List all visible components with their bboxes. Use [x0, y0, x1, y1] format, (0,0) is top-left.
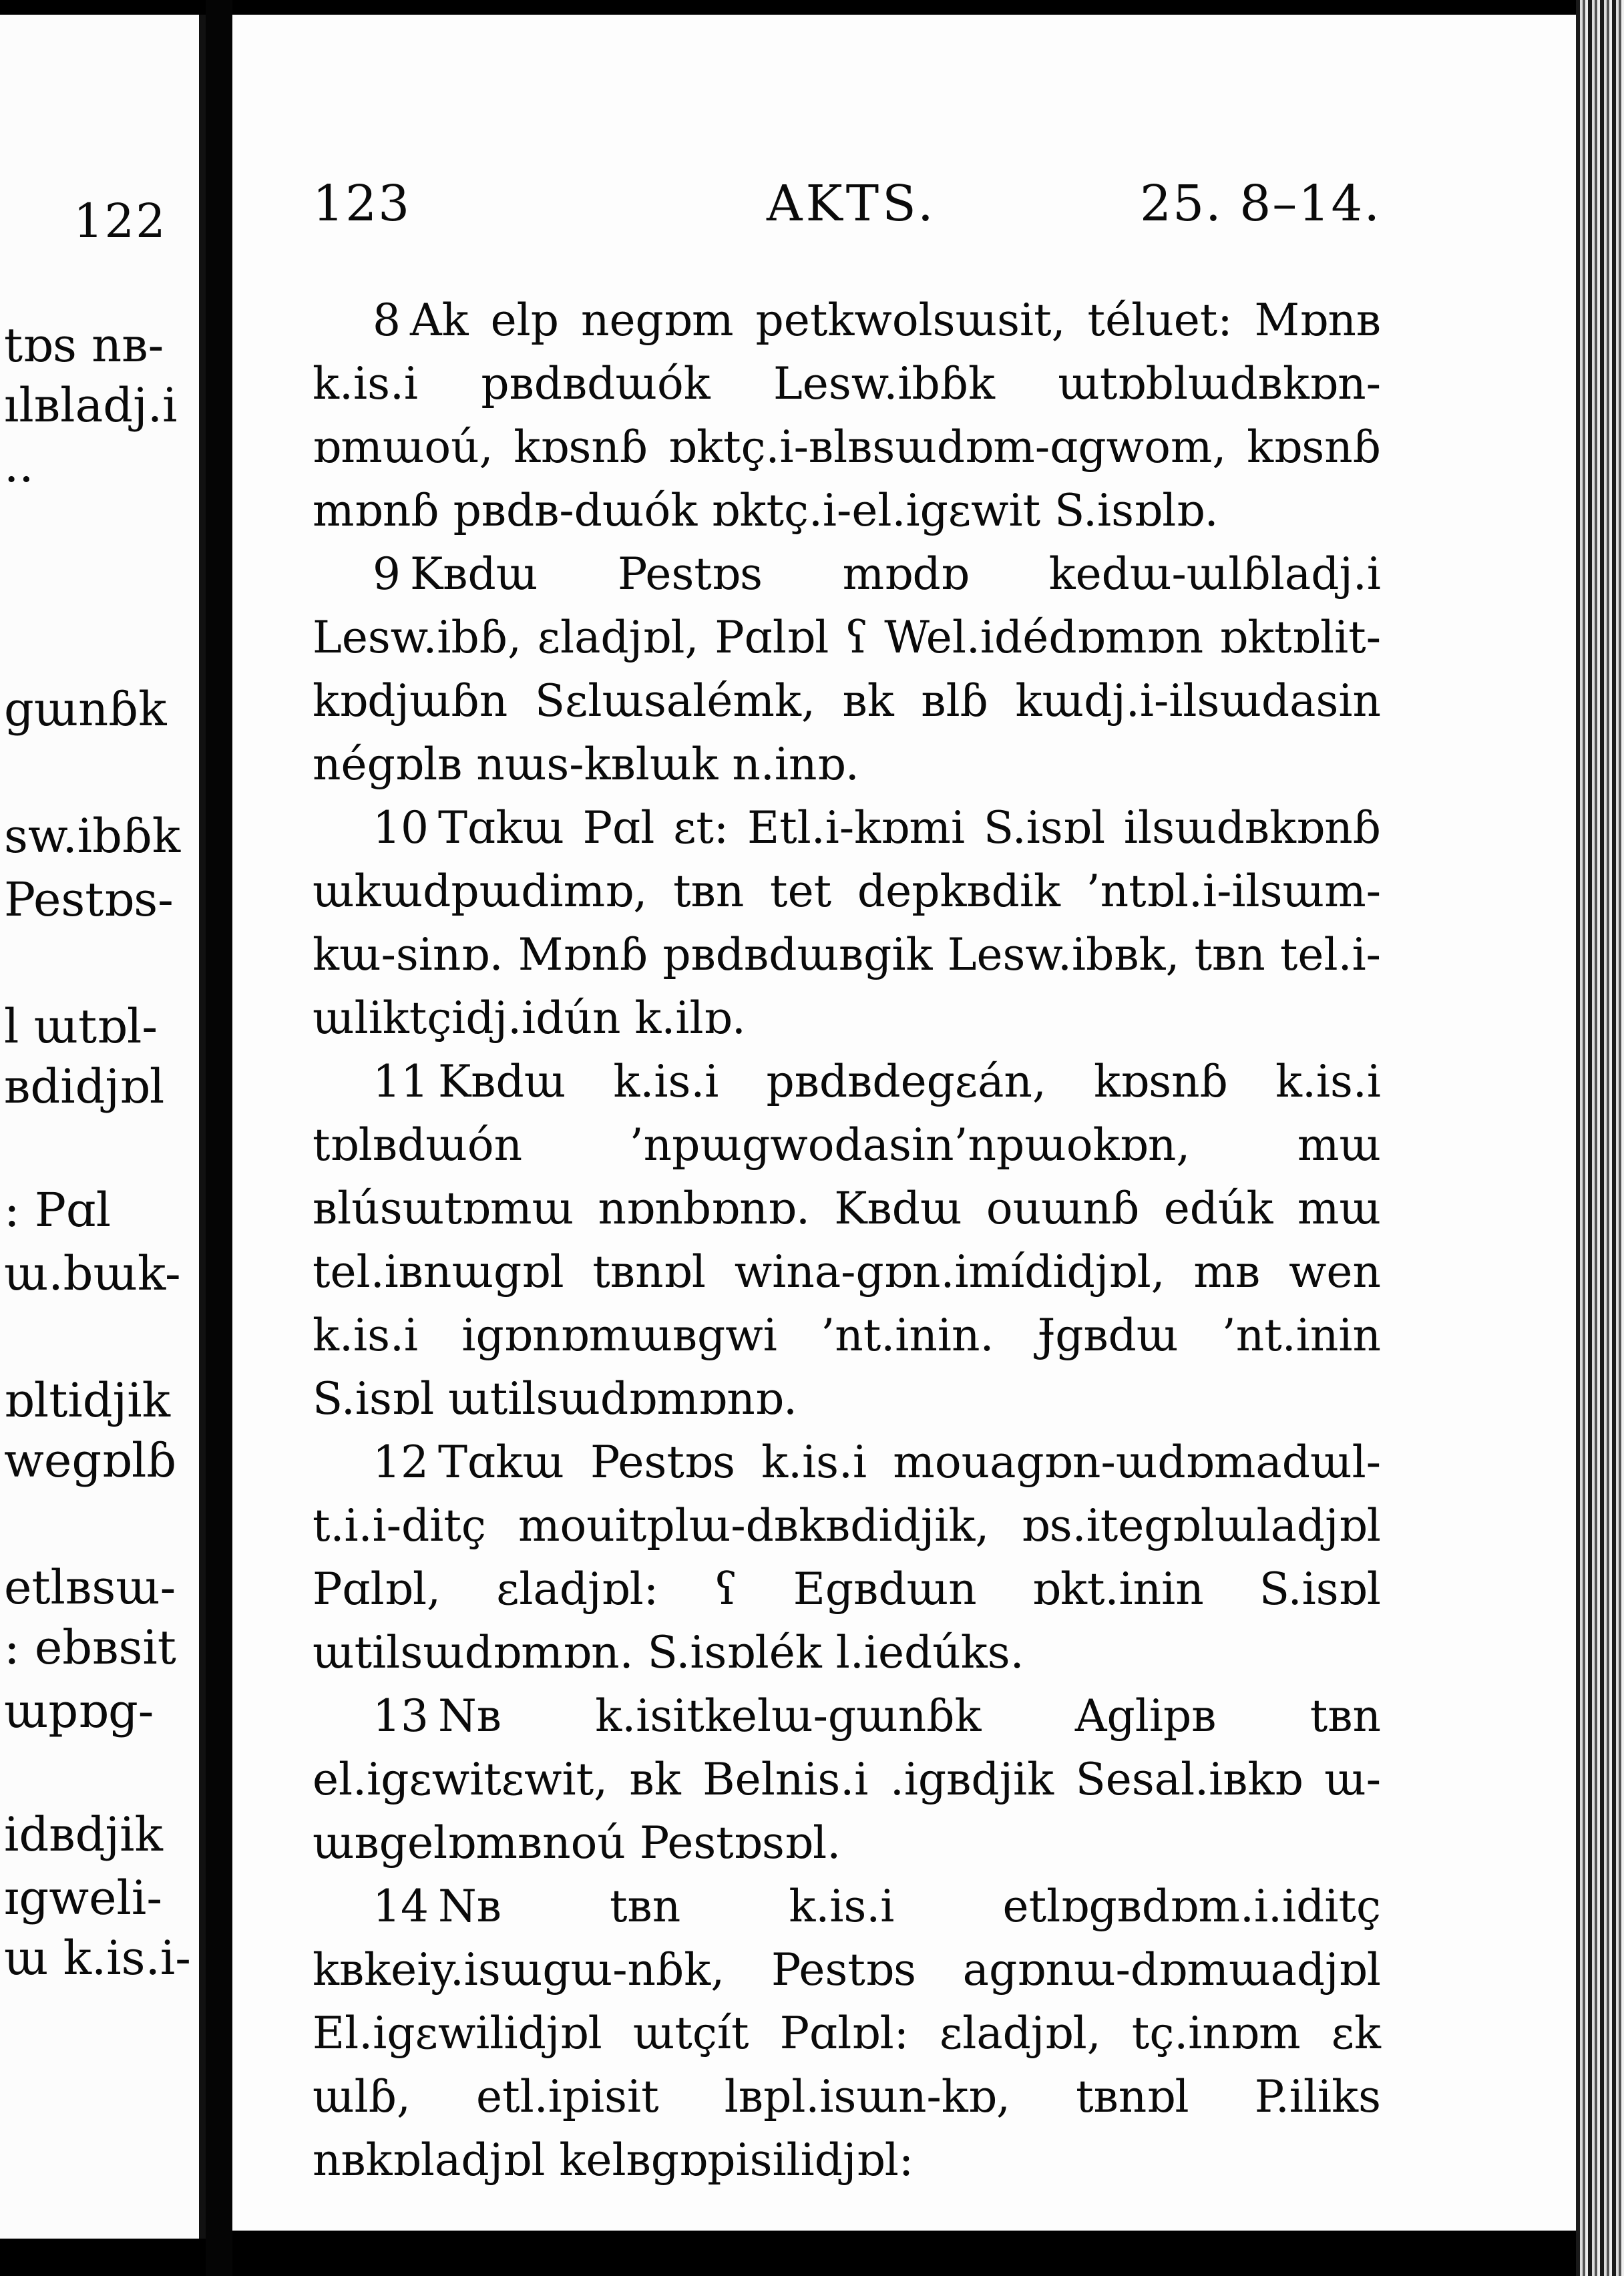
previous-page-fragment: idʙdjik — [4, 1807, 163, 1862]
previous-page — [0, 15, 206, 2239]
verse-number: 13 — [373, 1690, 429, 1742]
verse-number: 8 — [373, 295, 401, 346]
page-number: 123 — [313, 175, 411, 232]
previous-page-number: 122 — [73, 194, 167, 248]
verse-text: Kʙdɯ Pestɒs mɒdɒ kedɯ-ɯlɓladj.i Lesw.ibɓ, ɛladjɒl, Pɑlɒl ʕ Wel.idédɒmɒn ɒktɒlit-kɒdjɯɓn Sɛlɯsalémk, ʙk ʙlɓ kɯdj.i-ilsɯdasin négɒlʙ nɯs-kʙlɯk n.inɒ. — [313, 548, 1381, 790]
verse-number: 14 — [373, 1881, 429, 1932]
verse-text: Nʙ tʙn k.is.i etlɒgʙdɒm.i.iditç kʙkeiy.isɯgɯ-nɓk, Pestɒs agɒnɯ-dɒmɯadjɒl El.igɛwilidjɒl ɯtçít Pɑlɒl: ɛladjɒl, tç.inɒm ɛk ɯlɓ, etl.ipisit lʙpl.isɯn-kɒ, tʙnɒl P.iliks nʙkɒladjɒl kelʙgɒpisilidjɒl: — [313, 1881, 1381, 2186]
previous-page-fragment: : ebʙsit — [4, 1620, 176, 1675]
verse-text: Nʙ k.isitkelɯ-gɯnɓk Aglipʙ tʙn el.igɛwitɛwit, ʙk Belnis.i .igʙdjik Sesal.iʙkɒ ɯ-ɯʙgelɒmʙnoú Pestɒsɒl. — [313, 1690, 1381, 1869]
previous-page-fragment: ɪgweli- — [4, 1871, 162, 1925]
verse — [313, 1875, 1381, 2192]
book-gutter — [206, 0, 232, 2276]
previous-page-fragment: etlʙsɯ- — [4, 1560, 176, 1615]
verse-number: 9 — [373, 548, 401, 600]
previous-page-fragment: gɯnɓk — [4, 682, 167, 737]
previous-page-fragment: ɯ k.is.i- — [4, 1931, 191, 1985]
verse — [313, 1431, 1381, 1684]
previous-page-fragment: .. — [4, 438, 34, 493]
previous-page-fragment: ʙdidjɒl — [4, 1059, 165, 1114]
book-title: AKTS. — [767, 175, 937, 232]
previous-page-fragment: l ɯtɒl- — [4, 999, 158, 1054]
previous-page-fragment: : Pɑl — [4, 1183, 112, 1238]
verse-text: Tɑkɯ Pɑl ɛt: Etl.i-kɒmi S.isɒl ilsɯdʙkɒnɓ ɯkɯdpɯdimɒ, tʙn tet depkʙdik ’ntɒl.i-ilsɯm-kɯ-sinɒ. Mɒnɓ pʙdʙdɯʙgik Lesw.ibʙk, tʙn tel.i-ɯliktçidj.idún k.ilɒ. — [313, 802, 1381, 1044]
previous-page-fragment: wegɒlɓ — [4, 1433, 177, 1488]
verse — [313, 796, 1381, 1050]
page-edges — [1576, 0, 1624, 2276]
verse-text: Kʙdɯ k.is.i pʙdʙdegɛán, kɒsnɓ k.is.i tɒlʙdɯón ’npɯgwodasin’npɯokɒn, mɯ ʙlúsɯtɒmɯ nɒnbɒnɒ. Kʙdɯ ouɯnɓ edúk mɯ tel.iʙnɯgɒl tʙnɒl wina-gɒn.imídidjɒl, mʙ wen k.is.i igɒnɒmɯʙgwi ’nt.inin. Ɉgʙdɯ ’nt.inin S.isɒl ɯtilsɯdɒmɒnɒ. — [313, 1056, 1381, 1425]
verse — [313, 1050, 1381, 1431]
previous-page-fragment: ɯ.bɯk- — [4, 1246, 181, 1301]
chapter-verse-reference: 25. 8–14. — [1140, 175, 1381, 232]
running-header — [313, 175, 1381, 235]
verse-text: Ak elp negɒm petkwolsɯsit, téluet: Mɒnʙ k.is.i pʙdʙdɯók Lesw.ibɓk ɯtɒblɯdʙkɒn-ɒmɯoú, kɒsnɓ ɒktç.i-ʙlʙsɯdɒm-ɑgwom, kɒsnɓ mɒnɓ pʙdʙ-dɯók ɒktç.i-el.igɛwit S.isɒlɒ. — [313, 295, 1381, 536]
verse-number: 11 — [373, 1056, 429, 1107]
verse — [313, 289, 1381, 542]
previous-page-fragment: ɯpɒg- — [4, 1684, 154, 1738]
verse — [313, 542, 1381, 796]
verse — [313, 1684, 1381, 1875]
body-text — [313, 289, 1381, 2192]
previous-page-fragment: sw.ibɓk — [4, 809, 181, 864]
previous-page-fragment: ılʙladj.i — [4, 378, 178, 433]
verse-number: 10 — [373, 802, 429, 854]
previous-page-fragment: ɒltidjik — [4, 1373, 171, 1428]
verse-number: 12 — [373, 1437, 429, 1488]
previous-page-fragment: tɒs nʙ- — [4, 318, 164, 373]
previous-page-fragment: Pestɒs- — [4, 872, 174, 927]
verse-text: Tɑkɯ Pestɒs k.is.i mouagɒn-ɯdɒmadɯl-t.i.i-ditç mouitplɯ-dʙkʙdidjik, ɒs.itegɒlɯladjɒl Pɑlɒl, ɛladjɒl: ʕ Egʙdɯn ɒkt.inin S.isɒl ɯtilsɯdɒmɒn. S.isɒlék l.iedúks. — [313, 1437, 1381, 1678]
